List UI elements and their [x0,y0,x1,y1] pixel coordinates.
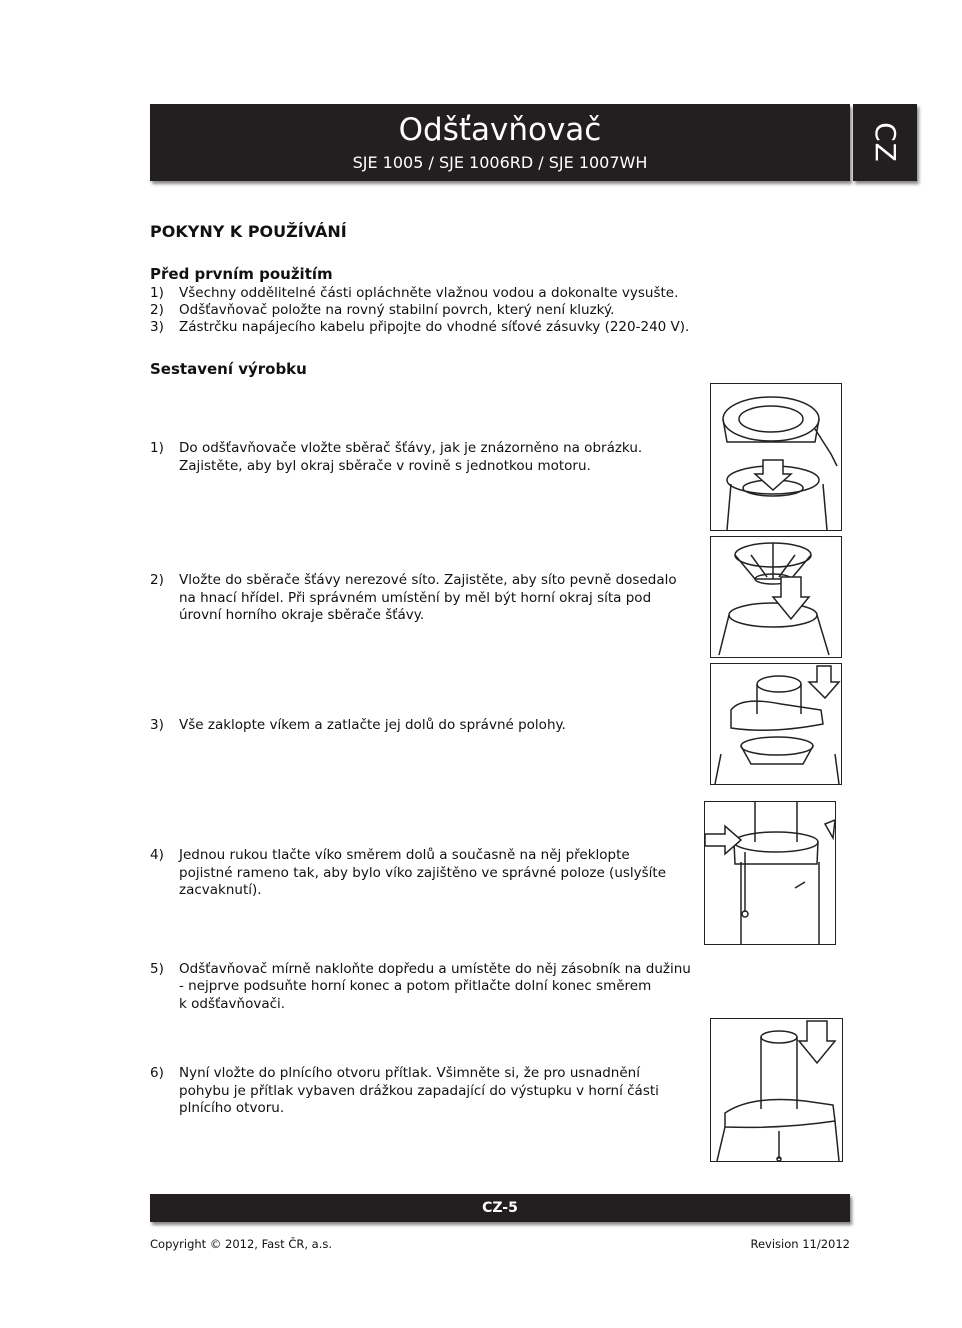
page-number-bar [150,1194,850,1222]
step-text: úrovní horního okraje sběrače šťávy. [179,607,425,623]
step-text: Vše zaklopte víkem a zatlačte jej dolů do správné polohy. [179,717,566,733]
sieve-illustration [710,536,842,658]
step-text: Do odšťavňovače vložte sběrač šťávy, jak je znázorněno na obrázku. [179,440,643,456]
step-text: k odšťavňovači. [179,996,286,1012]
item-number: 2) [150,302,164,318]
revision: Revision 11/2012 [750,1237,850,1251]
step-text: Vložte do sběrače šťávy nerezové síto. Zajistěte, aby síto pevně dosedalo [179,572,677,588]
item-number: 3) [150,319,164,335]
language-tab [853,104,917,181]
step-text: pojistné rameno tak, aby bylo víko zajištěno ve správné poloze (uslyšíte [179,865,667,881]
pusher-illustration [710,1018,843,1162]
step-text: Zajistěte, aby byl okraj sběrače v rovině s jednotkou motoru. [179,458,591,474]
step-text: zacvaknutí). [179,882,262,898]
step-number: 2) [150,572,164,588]
document-title: Odšťavňovač [398,112,602,148]
locking-arm-illustration [704,801,836,945]
header-banner [150,104,850,181]
step-text: - nejprve podsuňte horní konec a potom přitlačte dolní konec směrem [179,978,652,994]
item-number: 1) [150,285,164,301]
step-text: na hnací hřídel. Při správném umístění by měl být horní okraj síta pod [179,590,652,606]
step-text: pohybu je přítlak vybaven drážkou zapadající do výstupku v horní části [179,1083,659,1099]
model-numbers: SJE 1005 / SJE 1006RD / SJE 1007WH [352,153,648,172]
list-item: Odšťavňovač položte na rovný stabilní povrch, který není kluzký. [179,302,615,318]
assembly-heading: Sestavení výrobku [150,360,307,378]
copyright: Copyright © 2012, Fast ČR, a.s. [150,1237,333,1251]
before-first-use-heading: Před prvním použitím [150,265,333,283]
step-number: 4) [150,847,164,863]
step-text: Odšťavňovač mírně nakloňte dopředu a umístěte do něj zásobník na dužinu [179,961,691,977]
page-number: CZ-5 [482,1200,518,1216]
step-number: 3) [150,717,164,733]
step-text: Jednou rukou tlačte víko směrem dolů a současně na něj překlopte [179,847,630,863]
section-title: POKYNY K POUŽÍVÁNÍ [150,222,347,241]
lid-illustration [710,663,842,785]
juice-collector-illustration [710,383,842,531]
step-number: 5) [150,961,164,977]
step-number: 1) [150,440,164,456]
step-text: plnícího otvoru. [179,1100,285,1116]
list-item: Zástrčku napájecího kabelu připojte do vhodné síťové zásuvky (220-240 V). [179,319,690,335]
language-code: CZ [868,122,902,163]
step-text: Nyní vložte do plnícího otvoru přítlak. Všimněte si, že pro usnadnění [179,1065,640,1081]
list-item: Všechny oddělitelné části opláchněte vlažnou vodou a dokonalte vysušte. [179,285,679,301]
step-number: 6) [150,1065,164,1081]
